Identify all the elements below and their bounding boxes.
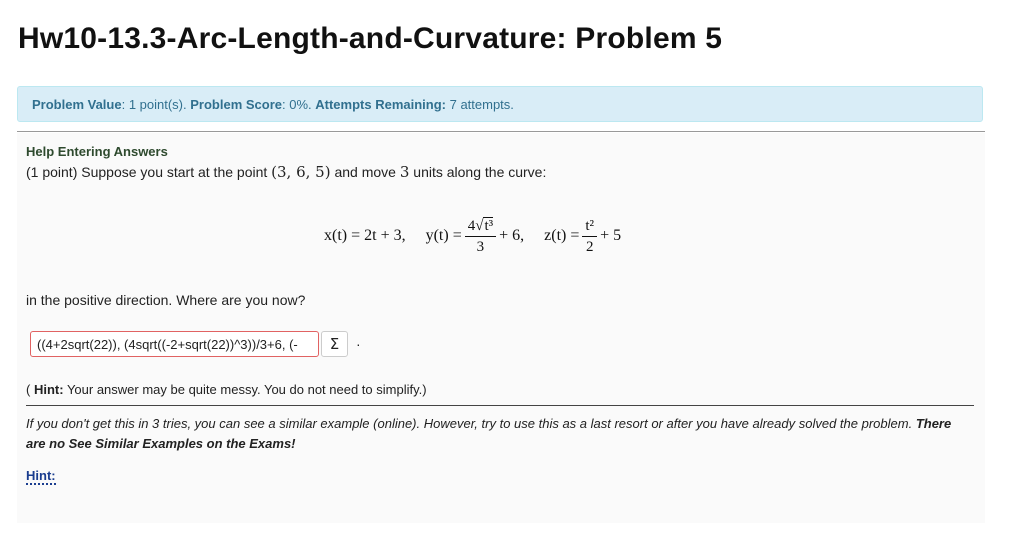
z-denominator: 2 xyxy=(585,238,594,255)
y-numerator-radicand: t³ xyxy=(484,217,494,234)
problem-area xyxy=(17,133,985,523)
attempts-remaining-label: Attempts Remaining: xyxy=(315,97,446,112)
problem-value-text: : 1 point(s). xyxy=(121,97,191,112)
problem-score-label: Problem Score xyxy=(190,97,282,112)
sigma-icon: Σ xyxy=(329,335,340,353)
distance-value: 3 xyxy=(399,163,410,181)
z-fraction xyxy=(582,218,597,255)
hint-open-paren: ( xyxy=(26,382,34,397)
z-equation-tail: + 5 xyxy=(600,227,622,244)
y-numerator-coef: 4 xyxy=(467,217,476,234)
attempts-remaining-text: 7 attempts. xyxy=(445,97,514,112)
hint-note-text: Your answer may be quite messy. You do not need to simplify.) xyxy=(63,382,427,397)
z-numerator: t² xyxy=(582,218,597,237)
answer-input[interactable] xyxy=(30,331,319,357)
y-equation-lhs: y(t) = xyxy=(425,227,462,244)
page-title: Hw10-13.3-Arc-Length-and-Curvature: Problem 5 xyxy=(18,22,723,55)
intro-suffix: units along the curve: xyxy=(409,164,547,180)
x-equation: x(t) = 2t + 3, xyxy=(324,227,406,244)
intro-middle: and move xyxy=(330,164,400,180)
hint-note xyxy=(26,382,427,397)
equation-editor-button[interactable] xyxy=(321,331,348,357)
hint-link[interactable]: Hint: xyxy=(26,468,56,483)
answer-trailing-dot: · xyxy=(356,336,361,352)
divider xyxy=(17,131,985,132)
hint-divider xyxy=(26,405,974,406)
problem-score-text: : 0%. xyxy=(282,97,316,112)
y-fraction: $\frac{\text{4√t³}}{3}$ xyxy=(465,218,496,255)
help-entering-answers-link[interactable]: Help Entering Answers xyxy=(26,144,168,159)
hint-note-label: Hint: xyxy=(33,382,64,397)
problem-intro xyxy=(26,163,546,181)
y-denominator: 3 xyxy=(476,238,485,255)
similar-example-warning: There are no See Similar Examples on the Exams! xyxy=(26,416,952,451)
question-text: in the positive direction. Where are you now? xyxy=(26,292,306,308)
similar-example-text: If you don't get this in 3 tries, you can see a similar example (online). However, try to use this as a last resort or after you have already solved the problem. xyxy=(26,416,916,431)
curve-equation xyxy=(324,214,621,258)
intro-prefix: (1 point) Suppose you start at the point xyxy=(26,164,272,180)
y-equation-tail: + 6, xyxy=(499,227,525,244)
start-point: (3, 6, 5) xyxy=(271,163,331,181)
problem-value-label: Problem Value xyxy=(32,97,122,112)
z-equation-lhs: z(t) = xyxy=(544,227,580,244)
problem-info-box xyxy=(17,86,983,122)
similar-example-note xyxy=(26,414,956,454)
